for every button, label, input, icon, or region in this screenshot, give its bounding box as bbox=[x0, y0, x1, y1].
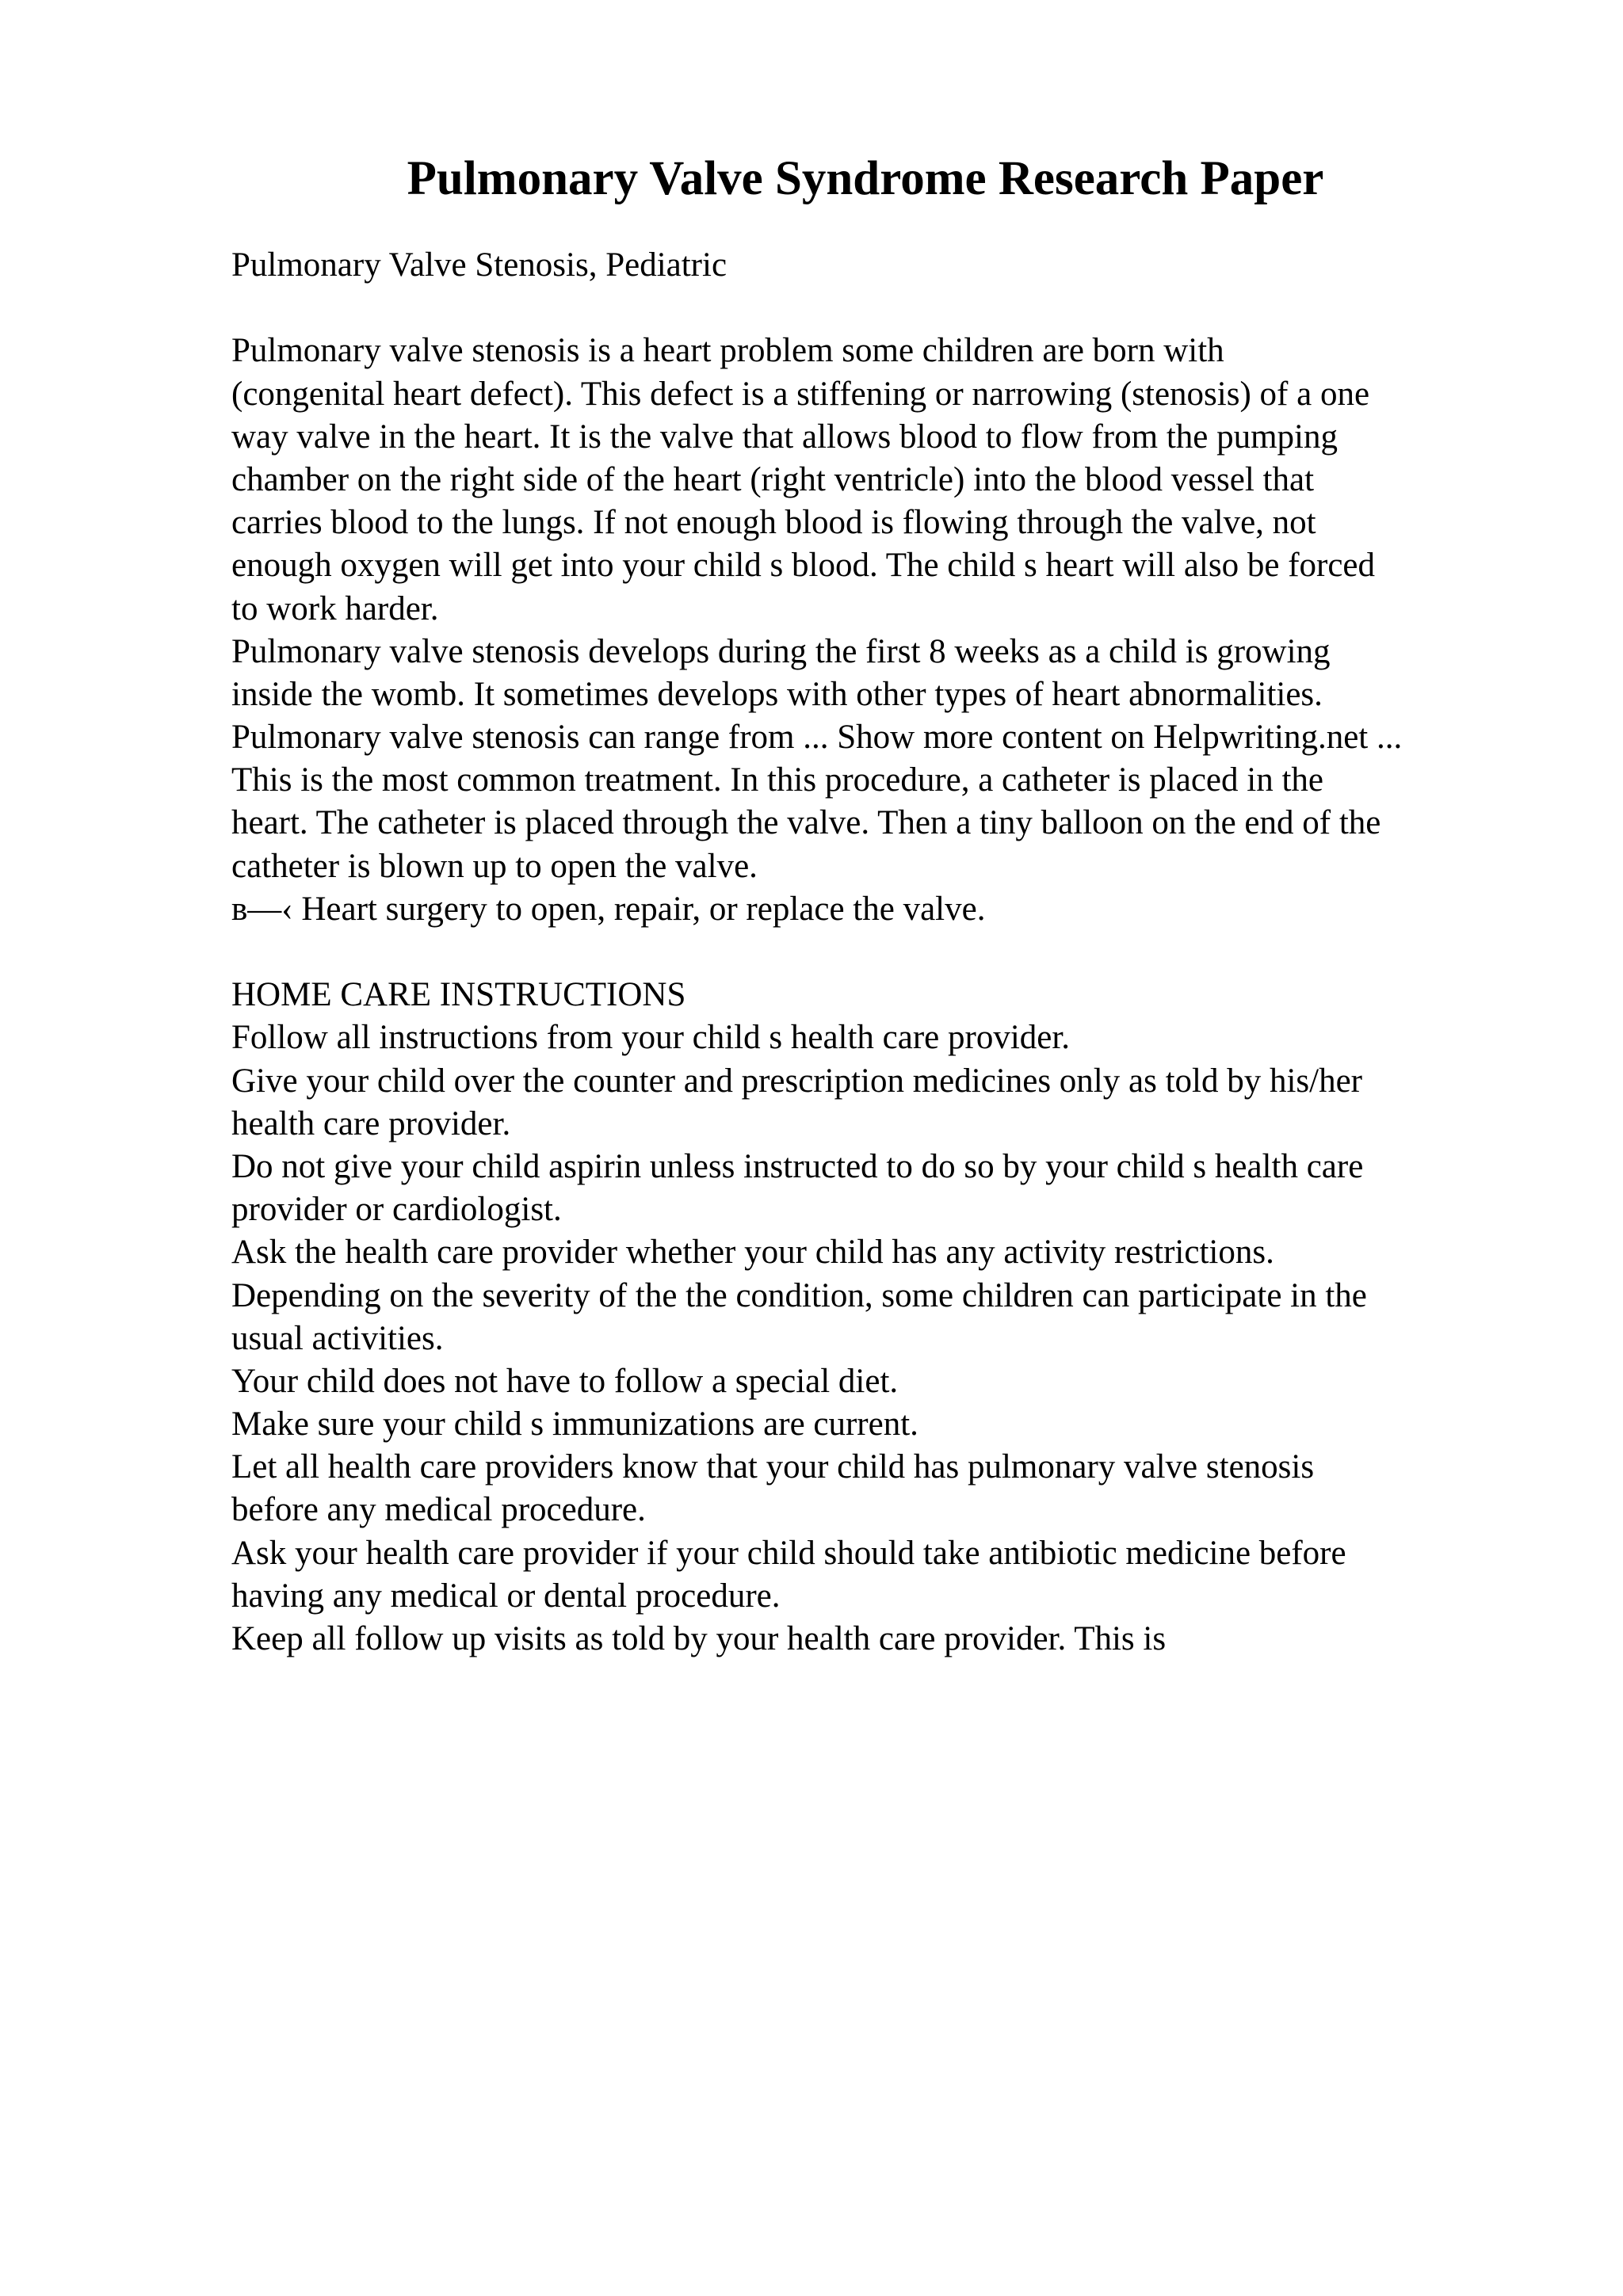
text-line: heart. The catheter is placed through the valve. Then a tiny balloon on the end of the bbox=[231, 804, 1381, 842]
text-line: before any medical procedure. bbox=[231, 1491, 646, 1529]
text-line: Your child does not have to follow a special diet. bbox=[231, 1362, 899, 1400]
text-line: Give your child over the counter and prescription medicines only as told by his/her bbox=[231, 1062, 1362, 1100]
section-heading: HOME CARE INSTRUCTIONS bbox=[231, 976, 686, 1014]
text-line: Depending on the severity of the the condition, some children can participate in the bbox=[231, 1276, 1367, 1314]
text-line: Follow all instructions from your child s health care provider. bbox=[231, 1019, 1071, 1057]
text-line: Ask your health care provider if your child should take antibiotic medicine before bbox=[231, 1534, 1346, 1572]
text-line: chamber on the right side of the heart (right ventricle) into the blood vessel that bbox=[231, 460, 1315, 498]
text-line: Make sure your child s immunizations are current. bbox=[231, 1405, 918, 1444]
text-line: to work harder. bbox=[231, 589, 439, 627]
text-line: Pulmonary valve stenosis can range from ... Show more content on Helpwriting.net ... bbox=[231, 719, 1403, 757]
text-line: Pulmonary valve stenosis develops during the first 8 weeks as a child is growing bbox=[231, 632, 1331, 670]
text-line: carries blood to the lungs. If not enough blood is flowing through the valve, not bbox=[231, 504, 1316, 542]
text-line: health care provider. bbox=[231, 1104, 511, 1142]
paragraph-intro bbox=[231, 330, 1594, 931]
subtitle: Pulmonary Valve Stenosis, Pediatric bbox=[231, 246, 727, 284]
text-line: Pulmonary valve stenosis is a heart problem some children are born with bbox=[231, 332, 1224, 370]
text-line: Let all health care providers know that your child has pulmonary valve stenosis bbox=[231, 1448, 1315, 1486]
document-title: Pulmonary Valve Syndrome Research Paper bbox=[407, 152, 1324, 205]
blank-line bbox=[231, 287, 1594, 330]
paragraph-home-care bbox=[231, 1016, 1594, 1661]
text-line: inside the womb. It sometimes develops with other types of heart abnormalities. bbox=[231, 675, 1323, 713]
document-body bbox=[231, 244, 1594, 1661]
blank-line bbox=[231, 931, 1594, 974]
text-line: provider or cardiologist. bbox=[231, 1191, 562, 1229]
text-line: This is the most common treatment. In this procedure, a catheter is placed in the bbox=[231, 761, 1323, 799]
text-line: (congenital heart defect). This defect is a stiffening or narrowing (stenosis) of a one bbox=[231, 375, 1370, 413]
text-line: Ask the health care provider whether your child has any activity restrictions. bbox=[231, 1234, 1274, 1272]
text-line: Keep all follow up visits as told by your health care provider. This is bbox=[231, 1620, 1167, 1657]
text-line: usual activities. bbox=[231, 1319, 444, 1357]
text-line: enough oxygen will get into your child s blood. The child s heart will also be forced bbox=[231, 547, 1375, 585]
text-line: Do not give your child aspirin unless instructed to do so by your child s health care bbox=[231, 1147, 1364, 1185]
text-line: catheter is blown up to open the valve. bbox=[231, 847, 758, 885]
text-line: having any medical or dental procedure. bbox=[231, 1577, 781, 1615]
bullet-line: в—‹ Heart surgery to open, repair, or replace the valve. bbox=[231, 890, 986, 928]
text-line: way valve in the heart. It is the valve that allows blood to flow from the pumping bbox=[231, 418, 1338, 456]
